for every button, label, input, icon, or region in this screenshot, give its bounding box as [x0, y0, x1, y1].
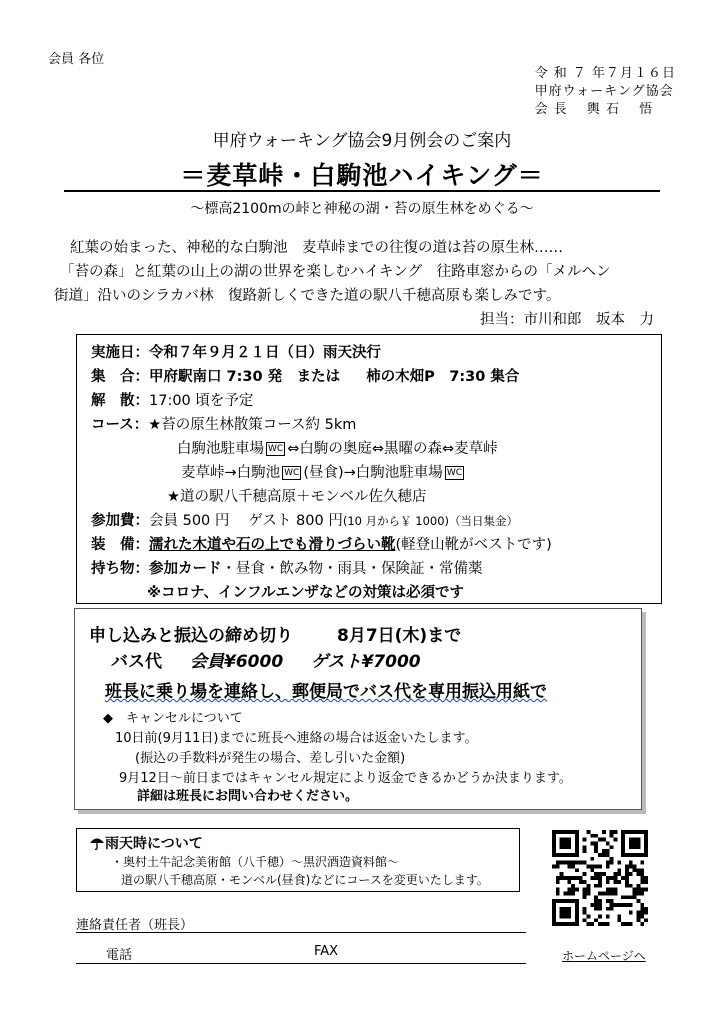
page-title: ＝麦草峠・白駒池ハイキング＝: [180, 161, 544, 190]
dismiss-label: 解 散：: [91, 393, 149, 409]
cancel-line: 10日前(9月11日)までに班長へ連絡の場合は返金いたします。: [115, 731, 478, 746]
rain-line: 道の駅八千穂高原・モンベル(昼食)などにコースを変更いたします。: [121, 873, 489, 887]
course-line-1: ★苔の原生林散策コース約 5km: [148, 417, 357, 433]
deadline-label: 申し込みと振込の締め切り: [89, 626, 293, 646]
dismiss-value: 17:00 頃を予定: [149, 393, 254, 409]
bus-fee-guest: ゲスト¥7000: [311, 652, 421, 672]
items-value-1: 参加カード: [149, 561, 222, 577]
intro-line: 紅葉の始まった、神秘的な白駒池 麦草峠までの往復の道は苔の原生林……: [70, 240, 563, 256]
fee-row: [91, 509, 518, 530]
course-row-2: [177, 437, 498, 458]
payment-instruction: 班長に乗り場を連絡し、郵便局でバス代を専用振込用紙で: [105, 682, 547, 702]
fax-label: FAX: [314, 944, 339, 959]
cancel-line: 9月12日～前日まではキャンセル規定により返金できるかどうか決まります。: [119, 771, 572, 786]
course-line-3b: (昼食)→白駒池駐車場: [303, 465, 443, 481]
bus-fee-label: バス代: [111, 652, 162, 672]
cancel-line: (振込の手数料が発生の場合、差し引いた金額): [135, 751, 406, 766]
meeting-label: 集 合：: [91, 369, 149, 385]
deadline-row: [89, 621, 461, 646]
intro-line: 街道」沿いのシラカバ林 復路新しくできた道の駅八千穂高原も楽しみです。: [54, 288, 561, 304]
course-line-3a: 麦草峠→白駒池: [181, 465, 281, 481]
intro-line: 「苔の森」と紅葉の山上の湖の世界を楽しむハイキング 往路車窓からの「メルヘン: [60, 264, 611, 280]
items-value-2: ・昼食・飲み物・雨具・保険証・常備薬: [221, 561, 483, 577]
rain-line: ・奥村土牛記念美術館（八千穂）～黒沢酒造資料館～: [111, 855, 400, 869]
gear-label: 装 備：: [91, 537, 149, 553]
notice-title: 甲府ウォーキング協会9月例会のご案内: [212, 131, 512, 151]
gear-value-2: (軽登山靴がベストです): [395, 537, 552, 553]
phone-label: 電話: [106, 948, 133, 963]
course-row: [91, 413, 356, 434]
course-line-4: ★道の駅八千穂高原＋モンベル佐久穂店: [167, 489, 427, 505]
president-name: 会 長 輿 石 悟: [534, 102, 654, 117]
course-line-2b: ⇔白駒の奥庭⇔黒曜の森⇔麦草峠: [287, 441, 498, 457]
rain-title-row: [89, 833, 203, 853]
restroom-icon: WC: [268, 444, 284, 454]
meeting-row: [91, 365, 519, 386]
gear-value-1: 濡れた木道や石の上でも滑りづらい靴: [149, 537, 396, 553]
contact-label: 連絡責任者（班長）: [76, 918, 194, 933]
divider: [76, 932, 526, 933]
rain-info-box: [76, 828, 520, 892]
qr-code[interactable]: [552, 830, 648, 926]
organization-name: 甲府ウォーキング協会: [534, 84, 674, 99]
subtitle: ～標高2100mの峠と神秘の湖・苔の原生林をめぐる～: [190, 201, 534, 217]
issue-date: 令 和 ７ 年７月１６日: [534, 66, 676, 81]
bus-fee-member: 会員¥6000: [190, 652, 284, 672]
course-line-2a: 白駒池駐車場: [177, 441, 264, 457]
date-row: [91, 341, 381, 362]
sender-block: [535, 65, 676, 119]
umbrella-icon: [89, 836, 105, 850]
fee-value-1: 会員 500 円 ゲスト 800 円: [149, 513, 343, 529]
cancel-title: ◆ キャンセルについて: [103, 711, 243, 726]
course-row-4: [167, 485, 427, 506]
homepage-link[interactable]: ホームページへ: [562, 949, 646, 963]
rain-title: 雨天時について: [105, 836, 203, 852]
items-row: [91, 557, 483, 578]
title-divider: [64, 190, 660, 192]
course-row-3: [181, 461, 466, 482]
meeting-value-2: 柿の木畑P 7:30 集合: [366, 369, 520, 385]
bus-fee-row: [111, 647, 421, 672]
intro-text: [54, 236, 684, 308]
fee-label: 参加費：: [91, 513, 149, 529]
restroom-icon: WC: [284, 468, 300, 478]
deadline-date: 8月7日(木)まで: [337, 626, 462, 646]
covid-notice: ※コロナ、インフルエンザなどの対策は必須です: [147, 585, 464, 601]
date-label: 実施日：: [91, 345, 149, 361]
gear-row: [91, 533, 552, 554]
fee-value-2: (10 月から￥ 1000)（当日集金）: [342, 514, 519, 528]
items-label: 持ち物：: [91, 561, 149, 577]
dismiss-row: [91, 389, 253, 410]
course-label: コース：: [91, 417, 149, 433]
person-in-charge: 担当：市川和郎 坂本 力: [480, 312, 654, 328]
cancel-line: 詳細は班長にお問い合わせください。: [137, 789, 359, 804]
restroom-icon: WC: [446, 468, 462, 478]
meeting-value-1: 甲府駅南口 7:30 発 または: [149, 369, 341, 385]
addressee: 会員 各位: [48, 52, 105, 67]
event-details-box: [76, 334, 662, 604]
date-value: 令和７年９月２１日（日）雨天決行: [149, 345, 381, 361]
deadline-box: [74, 608, 642, 810]
divider: [76, 963, 526, 964]
